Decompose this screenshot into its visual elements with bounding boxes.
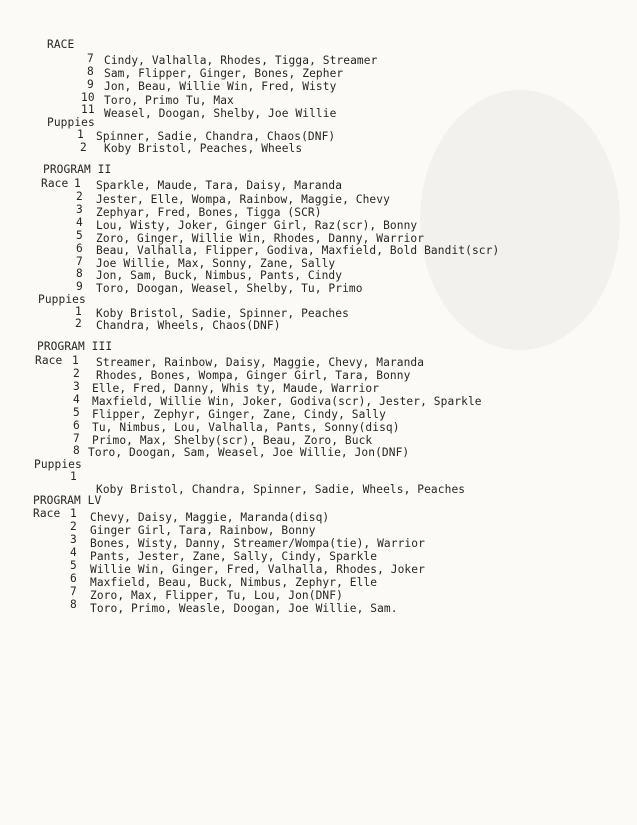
- race-number: 8: [76, 267, 83, 280]
- section-heading: PROGRAM II: [43, 163, 112, 176]
- race-number: 8: [70, 598, 77, 611]
- race-number: 3: [73, 380, 80, 393]
- race-number: 1: [72, 354, 79, 367]
- race-number: 5: [70, 559, 77, 572]
- race-entrants: Elle, Fred, Danny, Whis ty, Maude, Warrior: [92, 382, 380, 395]
- race-entrants: Streamer, Rainbow, Daisy, Maggie, Chevy, Maranda: [96, 356, 425, 369]
- race-number: 2: [75, 317, 82, 330]
- race-entrants: Toro, Doogan, Weasel, Shelby, Tu, Primo: [96, 282, 363, 295]
- race-entrants: Beau, Valhalla, Flipper, Godiva, Maxfield, Bold Bandit(scr): [96, 244, 500, 257]
- race-label: Race: [35, 354, 63, 367]
- race-label: Race: [41, 177, 69, 190]
- race-number: 6: [70, 572, 77, 585]
- race-entrants: Pants, Jester, Zane, Sally, Cindy, Sparkle: [90, 550, 378, 563]
- race-entrants: Jon, Sam, Buck, Nimbus, Pants, Cindy: [96, 269, 343, 282]
- race-entrants: Weasel, Doogan, Shelby, Joe Willie: [104, 107, 337, 120]
- race-number: 8: [73, 444, 80, 457]
- race-number: 6: [73, 419, 80, 432]
- section-heading: PROGRAM III: [37, 340, 113, 353]
- race-number: 2: [73, 367, 80, 380]
- race-entrants: Jon, Beau, Willie Win, Fred, Wisty: [104, 80, 337, 93]
- race-number: 6: [76, 242, 83, 255]
- puppies-label: Puppies: [38, 293, 86, 306]
- race-number: 7: [70, 585, 77, 598]
- race-entrants: Cindy, Valhalla, Rhodes, Tigga, Streamer: [104, 54, 378, 67]
- race-label: Race: [33, 507, 61, 520]
- race-number: 8: [87, 65, 94, 78]
- puppies-label: Puppies: [34, 458, 82, 471]
- race-entrants: Toro, Doogan, Sam, Weasel, Joe Willie, Jon(DNF): [88, 446, 410, 459]
- race-entrants: Sparkle, Maude, Tara, Daisy, Maranda: [96, 179, 343, 192]
- race-entrants: Maxfield, Willie Win, Joker, Godiva(scr), Jester, Sparkle: [92, 395, 482, 408]
- race-number: 1: [75, 305, 82, 318]
- race-entrants: Zoro, Ginger, Willie Win, Rhodes, Danny, Warrior: [96, 232, 425, 245]
- puppies-label: Puppies: [47, 116, 95, 129]
- race-entrants: Bones, Wisty, Danny, Streamer/Wompa(tie), Warrior: [90, 537, 425, 550]
- race-entrants: Lou, Wisty, Joker, Ginger Girl, Raz(scr), Bonny: [96, 219, 418, 232]
- race-number: 7: [76, 255, 83, 268]
- race-number: 5: [76, 229, 83, 242]
- race-number: 3: [76, 203, 83, 216]
- race-entrants: Willie Win, Ginger, Fred, Valhalla, Rhodes, Joker: [90, 563, 425, 576]
- race-entrants: Jester, Elle, Wompa, Rainbow, Maggie, Chevy: [96, 193, 390, 206]
- race-number: 2: [76, 190, 83, 203]
- race-entrants: Ginger Girl, Tara, Rainbow, Bonny: [90, 524, 316, 537]
- race-entrants: Zephyar, Fred, Bones, Tigga (SCR): [96, 206, 322, 219]
- race-entrants: Chevy, Daisy, Maggie, Maranda(disq): [90, 511, 330, 524]
- race-number: 9: [76, 280, 83, 293]
- race-entrants: Toro, Primo, Weasle, Doogan, Joe Willie, Sam.: [90, 602, 398, 615]
- race-entrants: Tu, Nimbus, Lou, Valhalla, Pants, Sonny(disq): [92, 421, 400, 434]
- race-number: 11: [81, 103, 95, 116]
- section-heading: PROGRAM LV: [33, 494, 102, 507]
- race-number: 1: [70, 507, 77, 520]
- race-entrants: Toro, Primo Tu, Max: [104, 94, 234, 107]
- race-number: 4: [70, 546, 77, 559]
- puppies-entrants: Koby Bristol, Peaches, Wheels: [104, 142, 303, 155]
- section-heading: RACE: [47, 38, 75, 51]
- race-number: 4: [76, 216, 83, 229]
- bleed-through-stain: [420, 90, 620, 350]
- puppies-entrants: Chandra, Wheels, Chaos(DNF): [96, 319, 281, 332]
- race-number: 2: [80, 141, 87, 154]
- race-entrants: Rhodes, Bones, Wompa, Ginger Girl, Tara, Bonny: [96, 369, 411, 382]
- race-number: 1: [70, 470, 77, 483]
- race-number: 1: [77, 128, 84, 141]
- race-entrants: Sam, Flipper, Ginger, Bones, Zepher: [104, 67, 344, 80]
- race-entrants: Flipper, Zephyr, Ginger, Zane, Cindy, Sally: [92, 408, 386, 421]
- race-number: 7: [73, 432, 80, 445]
- race-number: 10: [81, 91, 95, 104]
- puppies-entrants: Koby Bristol, Chandra, Spinner, Sadie, Wheels, Peaches: [96, 483, 466, 496]
- race-number: 3: [70, 533, 77, 546]
- race-number: 1: [74, 177, 81, 190]
- race-entrants: Maxfield, Beau, Buck, Nimbus, Zephyr, Elle: [90, 576, 378, 589]
- race-number: 4: [73, 393, 80, 406]
- race-number: 9: [87, 78, 94, 91]
- race-number: 7: [87, 52, 94, 65]
- race-entrants: Primo, Max, Shelby(scr), Beau, Zoro, Buck: [92, 434, 373, 447]
- race-number: 5: [73, 406, 80, 419]
- race-entrants: Zoro, Max, Flipper, Tu, Lou, Jon(DNF): [90, 589, 343, 602]
- race-entrants: Joe Willie, Max, Sonny, Zane, Sally: [96, 257, 336, 270]
- race-number: 2: [70, 520, 77, 533]
- puppies-entrants: Koby Bristol, Sadie, Spinner, Peaches: [96, 307, 349, 320]
- puppies-entrants: Spinner, Sadie, Chandra, Chaos(DNF): [96, 130, 336, 143]
